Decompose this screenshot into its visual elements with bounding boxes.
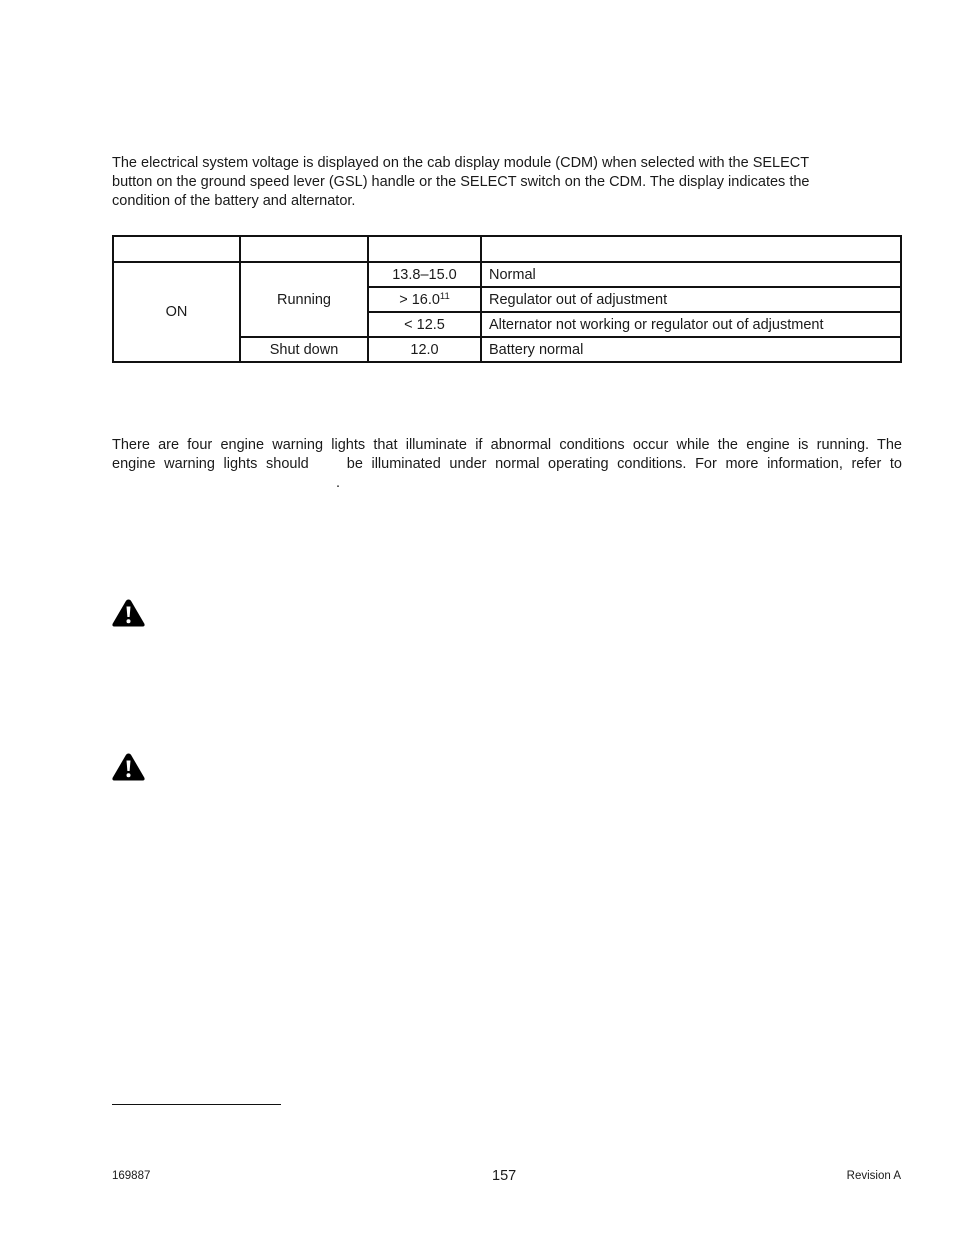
footnote-marker[interactable]: 11 bbox=[439, 290, 450, 302]
condition-cell: Alternator not working or regulator out of adjustment bbox=[481, 312, 901, 337]
intro-line-3: condition of the battery and alternator. bbox=[112, 193, 356, 209]
condition-cell: Regulator out of adjustment bbox=[481, 287, 901, 312]
header-ignition bbox=[113, 236, 240, 262]
engine-shut-down-cell: Shut down bbox=[240, 337, 368, 362]
warning-triangle-icon bbox=[111, 752, 146, 782]
warning-lights-paragraph bbox=[112, 436, 902, 493]
ignition-cell: ON bbox=[113, 262, 240, 362]
intro-paragraph bbox=[112, 154, 902, 211]
condition-cell: Normal bbox=[481, 262, 901, 287]
revision-label: Revision A bbox=[846, 1170, 901, 1182]
warning-line-3 bbox=[112, 474, 902, 493]
engine-running-cell: Running bbox=[240, 262, 368, 337]
header-condition bbox=[481, 236, 901, 262]
voltage-cell bbox=[368, 287, 481, 312]
warning-line-2-start: engine warning lights should bbox=[112, 456, 309, 472]
document-number: 169887 bbox=[112, 1170, 151, 1182]
warning-line-2 bbox=[112, 455, 902, 474]
voltage-table bbox=[112, 235, 902, 363]
intro-line-2: button on the ground speed lever (GSL) handle or the SELECT switch on the CDM. The display indicates the bbox=[112, 174, 810, 190]
warning-triangle-icon bbox=[111, 598, 146, 628]
warning-line-2-end: be illuminated under normal operating conditions. For more information, refer to bbox=[346, 456, 902, 472]
intro-line-1: The electrical system voltage is displayed on the cab display module (CDM) when selected with the SELECT bbox=[112, 155, 810, 171]
voltage-cell: 13.8–15.0 bbox=[368, 262, 481, 287]
warning-line-1: There are four engine warning lights that illuminate if abnormal conditions occur while the engine is running. The bbox=[112, 437, 902, 453]
header-engine bbox=[240, 236, 368, 262]
voltage-value: > 16.0 bbox=[399, 291, 440, 308]
footnote-divider bbox=[112, 1104, 281, 1105]
condition-cell: Battery normal bbox=[481, 337, 901, 362]
warning-line-3-period: . bbox=[336, 475, 341, 491]
voltage-cell: < 12.5 bbox=[368, 312, 481, 337]
table-row bbox=[113, 262, 901, 287]
table-header-row bbox=[113, 236, 901, 262]
page-number: 157 bbox=[492, 1168, 517, 1184]
voltage-cell: 12.0 bbox=[368, 337, 481, 362]
header-voltage bbox=[368, 236, 481, 262]
